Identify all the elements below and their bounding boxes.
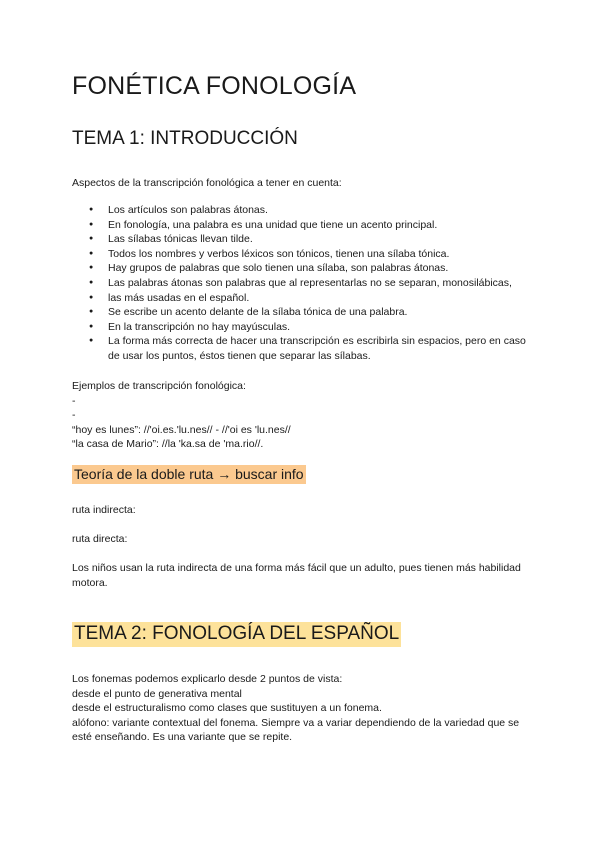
list-item: ● En la transcripción no hay mayúsculas. <box>72 320 532 335</box>
tema2-line: desde el estructuralismo como clases que sustituyen a un fonema. <box>72 702 382 715</box>
teoria-heading <box>72 466 306 482</box>
examples-block <box>72 379 532 452</box>
list-item: ● Las sílabas tónicas llevan tilde. <box>72 232 532 247</box>
example-line: “hoy es lunes”: //'oi.es.'lu.nes// - //'oi es 'lu.nes// <box>72 423 291 436</box>
examples-label: Ejemplos de transcripción fonológica: <box>72 380 246 392</box>
tema1-intro: Aspectos de la transcripción fonológica a tener en cuenta: <box>72 177 342 189</box>
tema2-heading-text: TEMA 2: FONOLOGÍA DEL ESPAÑOL <box>72 622 401 647</box>
dash-line: - <box>72 394 76 407</box>
tema2-body <box>72 672 532 745</box>
list-item: ● Los artículos son palabras átonas. <box>72 203 532 218</box>
ruta-indirecta-label: ruta indirecta: <box>72 504 136 516</box>
list-item: ● Las palabras átonas son palabras que al representarlas no se separan, monosilábicas, <box>72 276 532 291</box>
tema2-line: Los fonemas podemos explicarlo desde 2 puntos de vista: <box>72 673 343 685</box>
dash-line: - <box>72 409 76 422</box>
example-line: “la casa de Mario”: //la 'ka.sa de 'ma.rio//. <box>72 438 264 451</box>
ruta-directa-label: ruta directa: <box>72 533 128 545</box>
list-item: ● Se escribe un acento delante de la sílaba tónica de una palabra. <box>72 305 532 320</box>
tema1-heading: TEMA 1: INTRODUCCIÓN <box>72 128 298 149</box>
teoria-paragraph: Los niños usan la ruta indirecta de una forma más fácil que un adulto, pues tienen más habilidad motora. <box>72 562 521 589</box>
list-item: ● las más usadas en el español. <box>72 291 532 306</box>
teoria-heading-text: Teoría de la doble ruta → buscar info <box>74 466 304 482</box>
tema2-line: desde el punto de generativa mental <box>72 687 242 700</box>
tema2-line: alófono: variante contextual del fonema. Siempre va a variar dependiendo de la variedad que se esté enseñando. Es una variante que se repite. <box>72 716 520 744</box>
list-item: ● La forma más correcta de hacer una transcripción es escribirla sin espacios, pero en caso de usar los puntos, éstos tienen que separar las sílabas. <box>72 334 532 363</box>
list-item: ● Hay grupos de palabras que solo tienen una sílaba, son palabras átonas. <box>72 261 532 276</box>
tema2-heading <box>72 623 401 645</box>
list-item: ● En fonología, una palabra es una unidad que tiene un acento principal. <box>72 218 532 233</box>
document-title: FONÉTICA FONOLOGÍA <box>72 72 357 100</box>
tema1-bullet-list <box>72 203 532 364</box>
list-item: ● Todos los nombres y verbos léxicos son tónicos, tienen una sílaba tónica. <box>72 247 532 262</box>
